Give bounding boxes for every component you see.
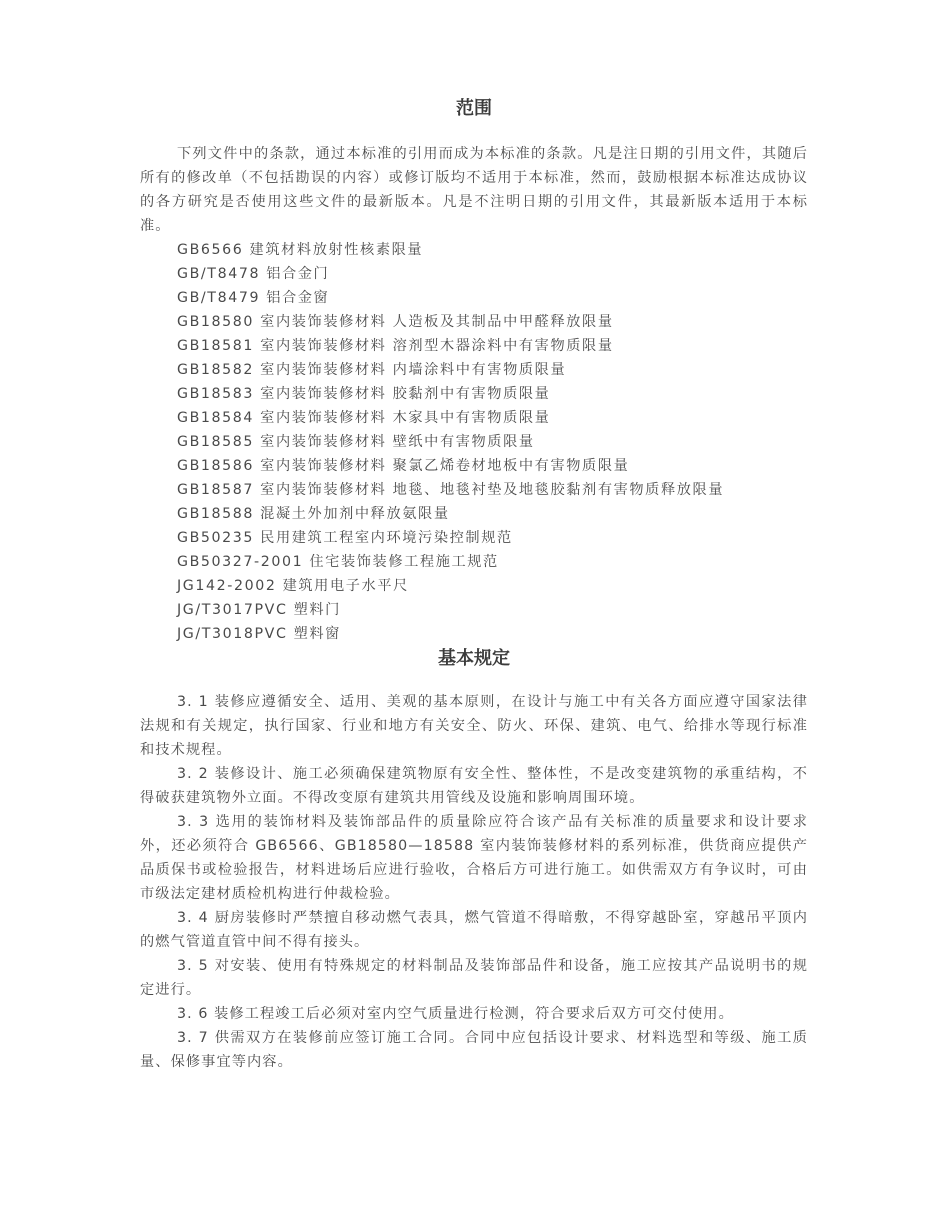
reference-item: JG/T3017PVC 塑料门 xyxy=(177,602,341,618)
clause-paragraph: 3. 4 厨房装修时严禁擅自移动燃气表具，燃气管道不得暗敷，不得穿越卧室，穿越吊平顶内的燃气管道直管中间不得有接头。 xyxy=(140,910,808,950)
clause-paragraph: 3. 2 装修设计、施工必须确保建筑物原有安全性、整体性，不是改变建筑物的承重结构，不得破获建筑物外立面。不得改变原有建筑共用管线及设施和影响周围环境。 xyxy=(140,766,808,806)
reference-item: GB18582 室内装饰装修材料 内墙涂料中有害物质限量 xyxy=(177,362,567,378)
reference-item: GB50327-2001 住宅装饰装修工程施工规范 xyxy=(177,554,499,570)
reference-item: GB18583 室内装饰装修材料 胶黏剂中有害物质限量 xyxy=(177,386,551,402)
reference-item: GB/T8479 铝合金窗 xyxy=(177,290,330,306)
clause-paragraph: 3. 5 对安装、使用有特殊规定的材料制品及装饰部品件和设备，施工应按其产品说明书的规定进行。 xyxy=(140,958,808,998)
reference-item: GB/T8478 铝合金门 xyxy=(177,266,330,282)
scope-intro-paragraph: 下列文件中的条款，通过本标准的引用而成为本标准的条款。凡是注日期的引用文件，其随后所有的修改单（不包括勘误的内容）或修订版均不适用于本标准，然而，鼓励根据本标准达成协议的各方研究是否使用这些文件的最新版本。凡是不注明日期的引用文件，其最新版本适用于本标准。 xyxy=(140,146,808,234)
reference-list xyxy=(140,238,808,646)
reference-item: GB18588 混凝土外加剂中释放氨限量 xyxy=(177,506,450,522)
reference-item: GB50235 民用建筑工程室内环境污染控制规范 xyxy=(177,530,513,546)
document-content xyxy=(140,96,808,1074)
reference-item: GB18586 室内装饰装修材料 聚氯乙烯卷材地板中有害物质限量 xyxy=(177,458,630,474)
basic-rules-title: 基本规定 xyxy=(438,648,510,669)
reference-item: GB18585 室内装饰装修材料 壁纸中有害物质限量 xyxy=(177,434,535,450)
clause-paragraph: 3. 7 供需双方在装修前应签订施工合同。合同中应包括设计要求、材料选型和等级、施工质量、保修事宜等内容。 xyxy=(140,1030,808,1070)
reference-item: JG/T3018PVC 塑料窗 xyxy=(177,626,341,642)
clause-paragraph: 3. 3 选用的装饰材料及装饰部品件的质量除应符合该产品有关标准的质量要求和设计要求外，还必须符合 GB6566、GB18580—18588 室内装饰装修材料的系列标准，供货商应提供产品质保书或检验报告，材料进场后应进行验收，合格后方可进行施工。如供需双方有争议时，可由市级法定建材质检机构进行仲裁检验。 xyxy=(140,814,808,902)
clause-paragraph: 3. 1 装修应遵循安全、适用、美观的基本原则，在设计与施工中有关各方面应遵守国家法律法规和有关规定，执行国家、行业和地方有关安全、防火、环保、建筑、电气、给排水等现行标准和技术规程。 xyxy=(140,694,808,758)
reference-item: JG142-2002 建筑用电子水平尺 xyxy=(177,578,409,594)
scope-title: 范围 xyxy=(456,98,492,119)
reference-item: GB6566 建筑材料放射性核素限量 xyxy=(177,242,424,258)
reference-item: GB18580 室内装饰装修材料 人造板及其制品中甲醛释放限量 xyxy=(177,314,614,330)
reference-item: GB18584 室内装饰装修材料 木家具中有害物质限量 xyxy=(177,410,551,426)
reference-item: GB18587 室内装饰装修材料 地毯、地毯衬垫及地毯胶黏剂有害物质释放限量 xyxy=(177,482,725,498)
clause-paragraph: 3. 6 装修工程竣工后必须对室内空气质量进行检测，符合要求后双方可交付使用。 xyxy=(177,1006,734,1022)
reference-item: GB18581 室内装饰装修材料 溶剂型木器涂料中有害物质限量 xyxy=(177,338,614,354)
